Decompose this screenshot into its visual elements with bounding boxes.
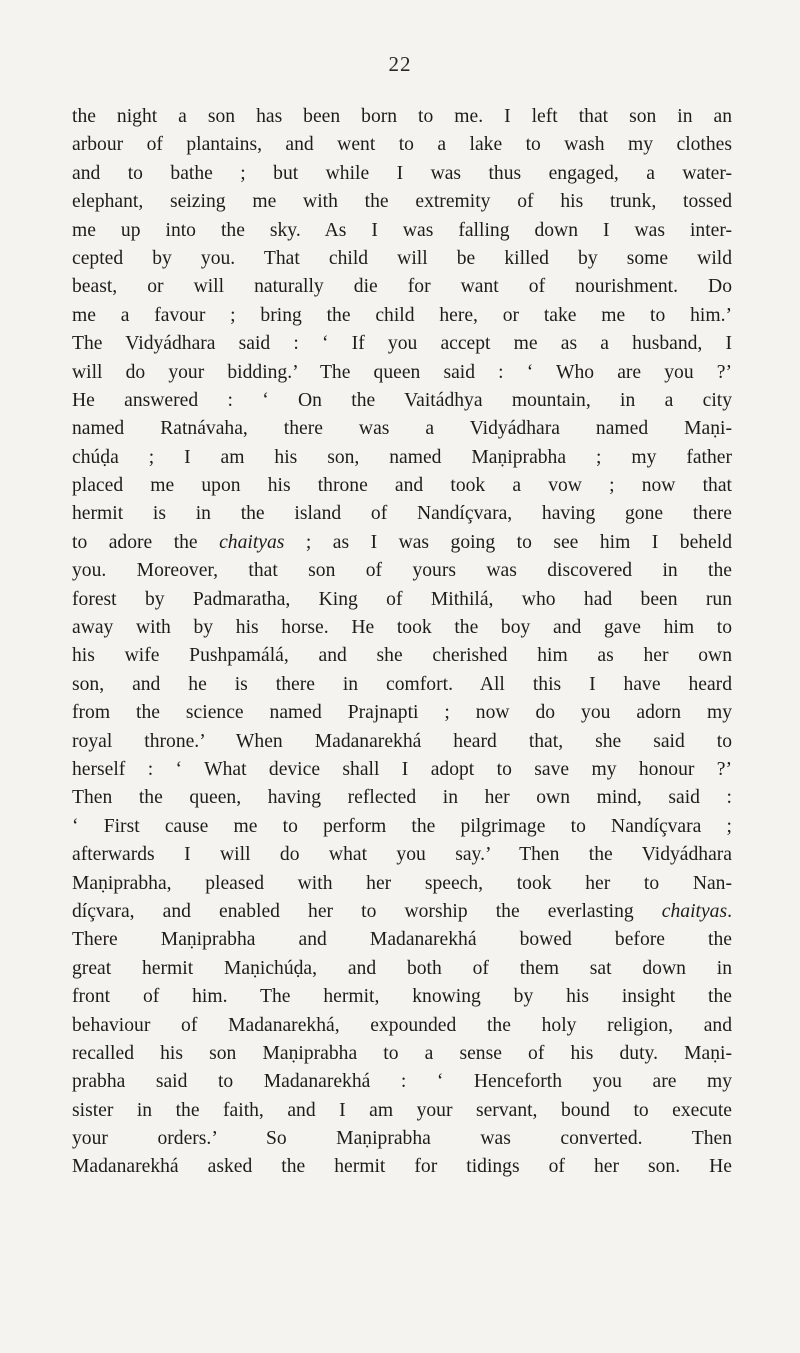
text-line: afterwards I will do what you say.’ Then the Vidyádhara <box>72 844 732 866</box>
text-line: elephant, seizing me with the extremity of his trunk, tossed <box>72 191 732 213</box>
text-line: front of him. The hermit, knowing by his insight the <box>72 986 732 1008</box>
text-line: his wife Pushpamálá, and she cherished him as her own <box>72 645 732 667</box>
text-line: the night a son has been born to me. I left that son in an <box>72 106 732 127</box>
text-line: Then the queen, having reflected in her own mind, said : <box>72 787 732 809</box>
text-line: me a favour ; bring the child here, or take me to him.’ <box>72 304 732 326</box>
text-line: to adore the chaityas ; as I was going to see him I beheld <box>72 531 732 553</box>
text-line: Madanarekhá asked the hermit for tidings of her son. He <box>72 1156 732 1178</box>
text-line: behaviour of Madanarekhá, expounded the holy religion, and <box>72 1014 732 1036</box>
text-line: He answered : ‘ On the Vaitádhya mountain, in a city <box>72 389 732 411</box>
italic-term: chaityas <box>219 531 285 553</box>
text-line: forest by Padmaratha, King of Mithilá, who had been run <box>72 588 732 610</box>
text-line: you. Moreover, that son of yours was discovered in the <box>72 560 732 582</box>
italic-term: chaityas <box>661 900 728 922</box>
text-line: me up into the sky. As I was falling down I was inter- <box>72 219 732 241</box>
text-line: The Vidyádhara said : ‘ If you accept me as a husband, I <box>72 333 732 355</box>
text-line: from the science named Prajnapti ; now do you adorn my <box>72 702 732 724</box>
text-line: recalled his son Maṇiprabha to a sense of his duty. Maṇi- <box>72 1042 732 1064</box>
text-line: Maṇiprabha, pleased with her speech, took her to Nan- <box>72 872 732 894</box>
text-line: herself : ‘ What device shall I adopt to save my honour ?’ <box>72 758 732 780</box>
text-line: There Maṇiprabha and Madanarekhá bowed before the <box>72 929 732 951</box>
text-line: beast, or will naturally die for want of nourishment. Do <box>72 276 732 298</box>
text-line: and to bathe ; but while I was thus engaged, a water- <box>72 162 732 184</box>
text-line: díçvara, and enabled her to worship the everlasting chaityas. <box>72 900 732 922</box>
page-number: 22 <box>388 52 412 76</box>
text-line: your orders.’ So Maṇiprabha was converted. Then <box>72 1128 732 1150</box>
text-line: chúḍa ; I am his son, named Maṇiprabha ; my father <box>72 446 732 468</box>
body-text <box>72 103 732 1182</box>
text-line: ‘ First cause me to perform the pilgrimage to Nandíçvara ; <box>72 815 732 837</box>
text-line: away with by his horse. He took the boy and gave him to <box>72 617 732 639</box>
text-line: will do your bidding.’ The queen said : ‘ Who are you ?’ <box>72 361 732 383</box>
text-line: royal throne.’ When Madanarekhá heard that, she said to <box>72 730 732 752</box>
text-line: named Ratnávaha, there was a Vidyádhara named Maṇi- <box>72 418 732 440</box>
text-line: arbour of plantains, and went to a lake to wash my clothes <box>72 134 732 156</box>
text-line: hermit is in the island of Nandíçvara, having gone there <box>72 503 732 525</box>
text-line: sister in the faith, and I am your servant, bound to execute <box>72 1099 732 1121</box>
text-line: prabha said to Madanarekhá : ‘ Henceforth you are my <box>72 1071 732 1093</box>
text-line: son, and he is there in comfort. All this I have heard <box>72 673 732 695</box>
text-line: placed me upon his throne and took a vow ; now that <box>72 475 732 497</box>
text-line: great hermit Maṇichúḍa, and both of them sat down in <box>72 957 732 979</box>
text-line: cepted by you. That child will be killed by some wild <box>72 247 732 269</box>
